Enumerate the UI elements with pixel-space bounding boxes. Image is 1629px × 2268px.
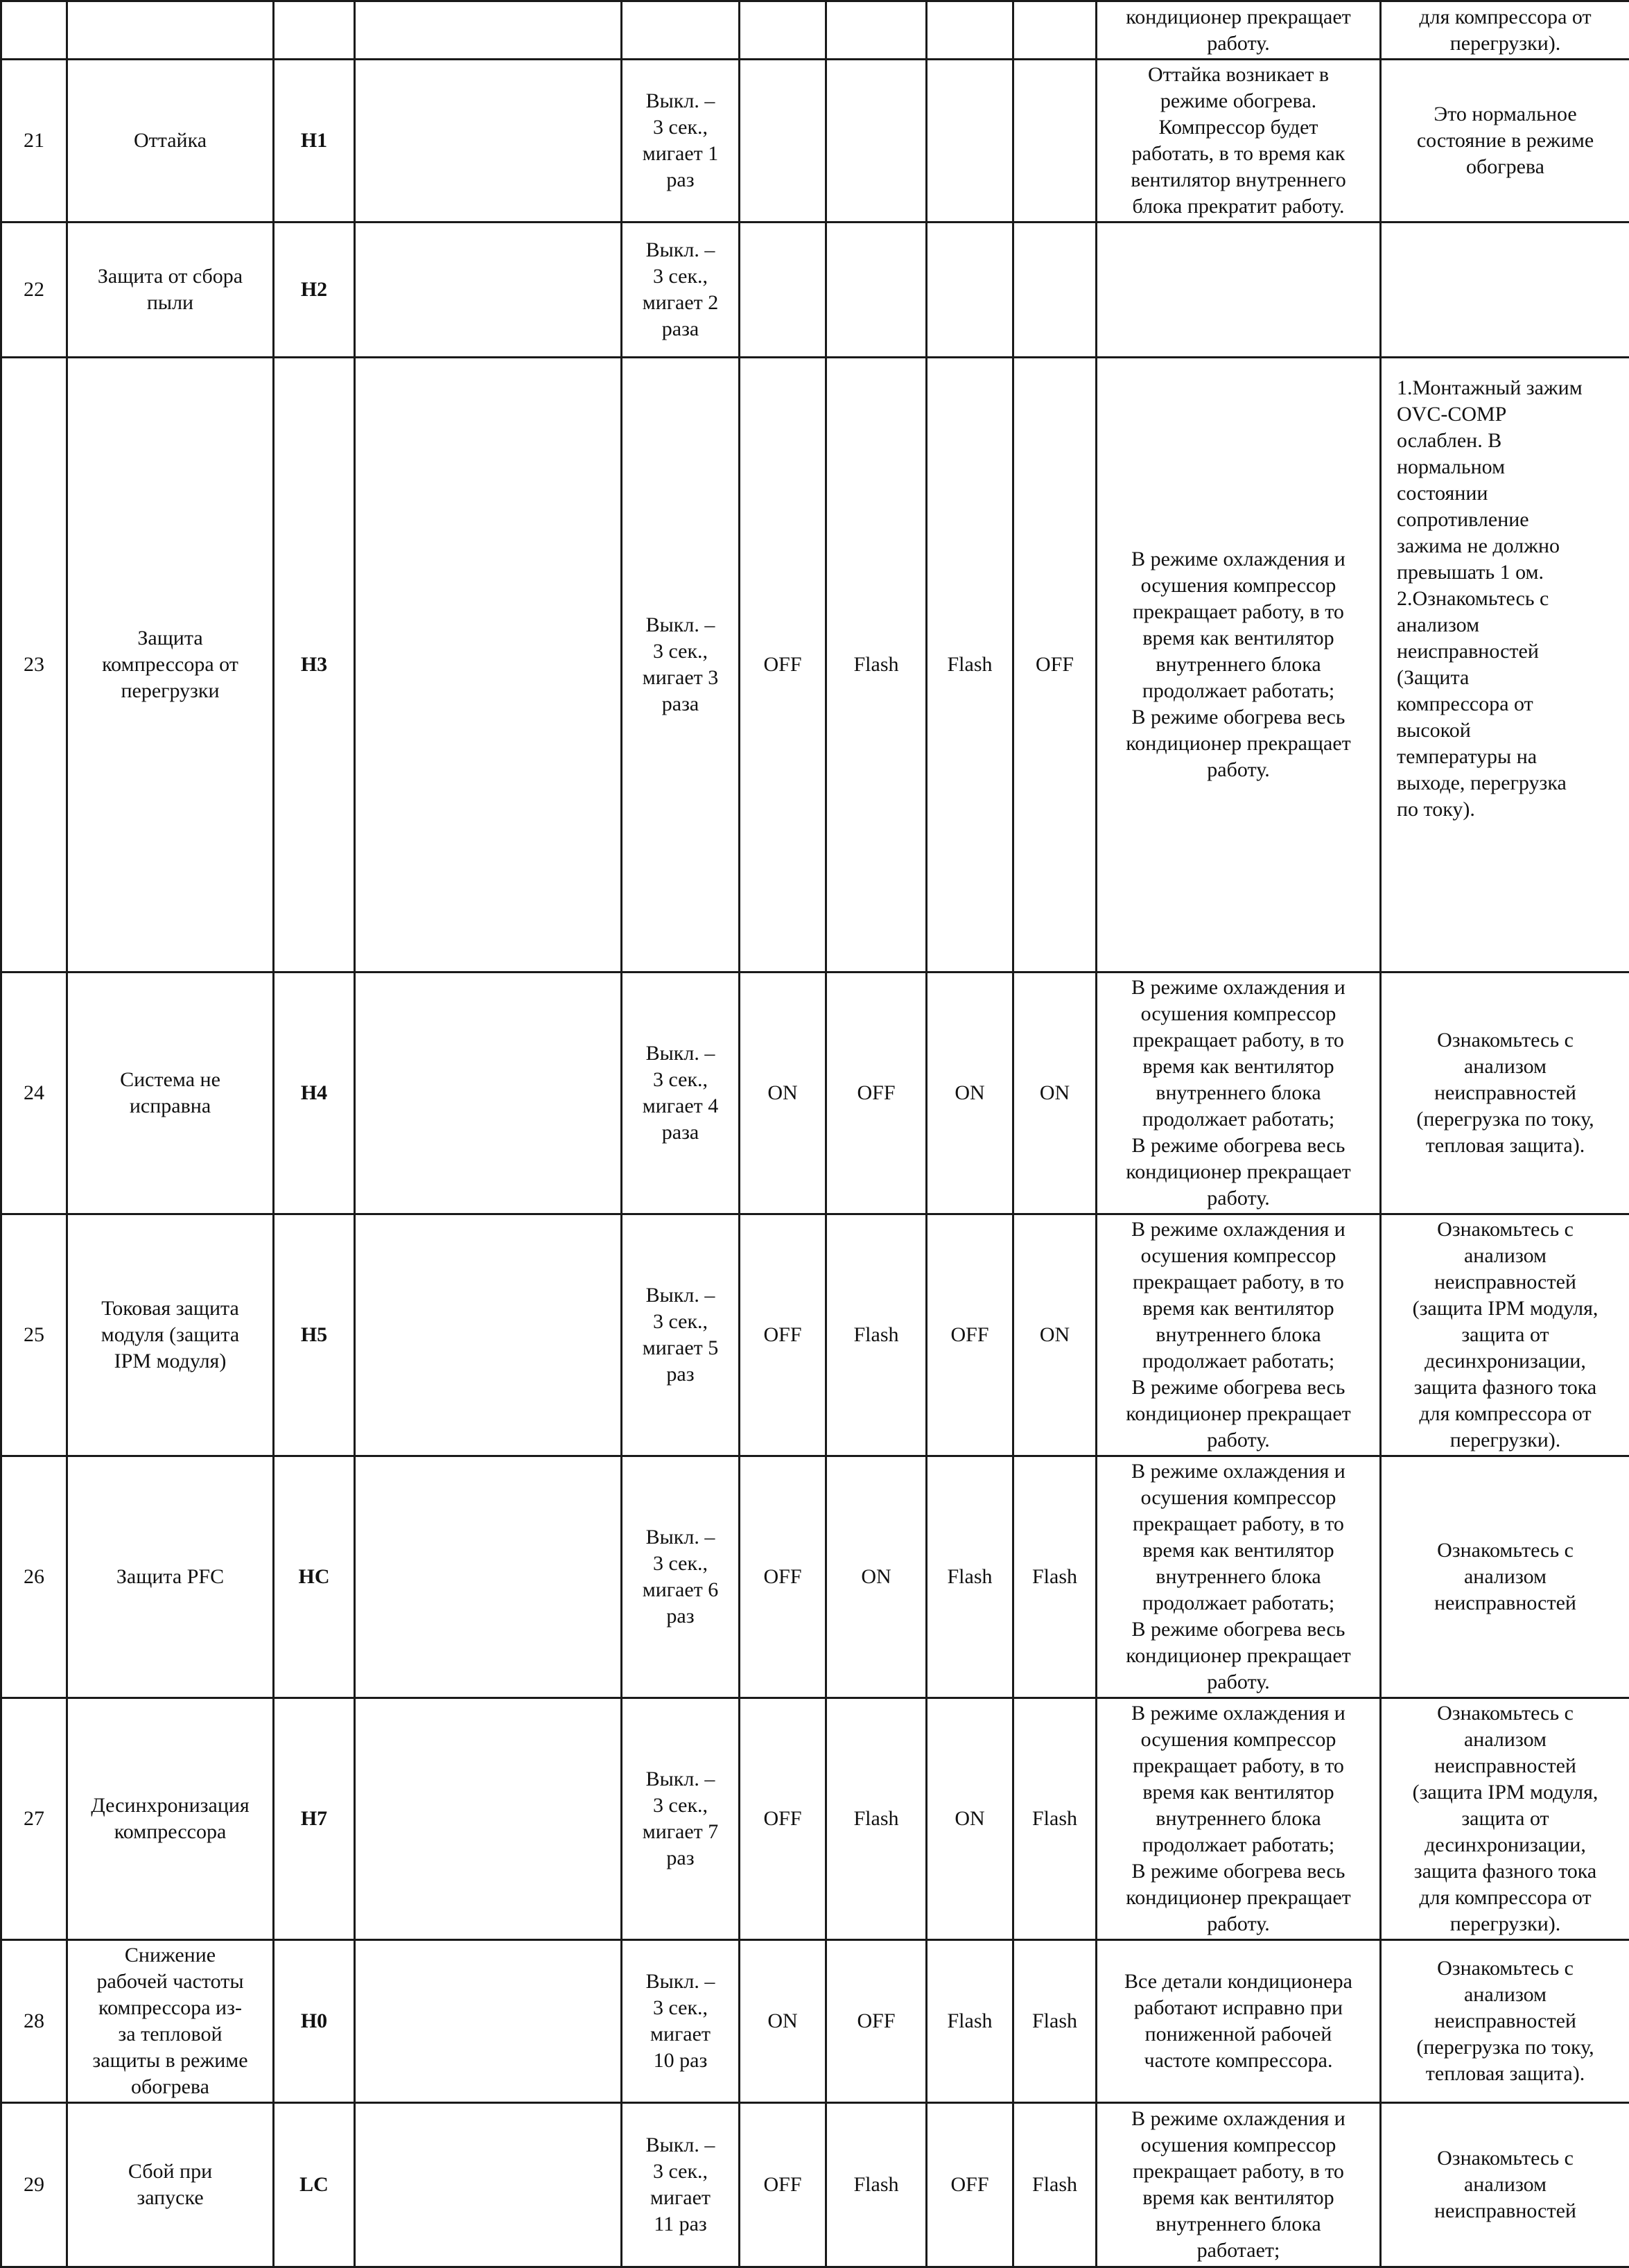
cell-solution: Это нормальное состояние в режиме обогрева (1381, 60, 1629, 223)
cell-number: 24 (1, 972, 67, 1214)
cell-led-3: ON (927, 972, 1013, 1214)
table-body (1, 1, 1629, 2267)
cell-blank (355, 60, 622, 223)
table-row (1, 2103, 1629, 2267)
cell-solution: Ознакомьтесь с анализом неисправностей (защита IPM модуля, защита от десинхронизации, защита фазного тока для компрессора от перегрузки). (1381, 1214, 1629, 1456)
cell-unit-state: кондиционер прекращает работу. (1097, 1, 1381, 60)
cell-led-4: ON (1013, 1214, 1097, 1456)
cell-led-1 (740, 223, 826, 358)
cell-indicator-pattern: Выкл. – 3 сек., мигает 11 раз (622, 2103, 740, 2267)
cell-led-3: ON (927, 1698, 1013, 1940)
cell-error-code: H1 (274, 60, 355, 223)
cell-number: 28 (1, 1940, 67, 2103)
table-row (1, 1214, 1629, 1456)
cell-led-2: ON (826, 1456, 927, 1698)
cell-led-1: ON (740, 972, 826, 1214)
cell-led-1: OFF (740, 1456, 826, 1698)
cell-fault-name (67, 1, 274, 60)
cell-solution: Ознакомьтесь с анализом неисправностей (1381, 1456, 1629, 1698)
cell-error-code (274, 1, 355, 60)
cell-led-2: Flash (826, 1214, 927, 1456)
cell-solution: Ознакомьтесь с анализом неисправностей (перегрузка по току, тепловая защита). (1381, 1940, 1629, 2103)
cell-number: 25 (1, 1214, 67, 1456)
cell-led-4 (1013, 1, 1097, 60)
cell-error-code: H7 (274, 1698, 355, 1940)
cell-error-code: LC (274, 2103, 355, 2267)
cell-blank (355, 972, 622, 1214)
cell-led-1 (740, 1, 826, 60)
cell-blank (355, 2103, 622, 2267)
cell-led-3 (927, 60, 1013, 223)
cell-number: 27 (1, 1698, 67, 1940)
cell-solution: Ознакомьтесь с анализом неисправностей (перегрузка по току, тепловая защита). (1381, 972, 1629, 1214)
table-row (1, 358, 1629, 972)
cell-led-2: Flash (826, 1698, 927, 1940)
cell-led-3: OFF (927, 1214, 1013, 1456)
cell-indicator-pattern: Выкл. – 3 сек., мигает 3 раза (622, 358, 740, 972)
cell-unit-state (1097, 223, 1381, 358)
cell-led-1: OFF (740, 358, 826, 972)
cell-fault-name: Оттайка (67, 60, 274, 223)
cell-led-2: OFF (826, 1940, 927, 2103)
cell-fault-name: Защита PFC (67, 1456, 274, 1698)
cell-indicator-pattern (622, 1, 740, 60)
cell-indicator-pattern: Выкл. – 3 сек., мигает 10 раз (622, 1940, 740, 2103)
cell-error-code: H5 (274, 1214, 355, 1456)
cell-error-code: H4 (274, 972, 355, 1214)
cell-number (1, 1, 67, 60)
cell-unit-state: В режиме охлаждения и осушения компрессор прекращает работу, в то время как вентилятор внутреннего блока продолжает работать; В режиме обогрева весь кондиционер прекращает работу. (1097, 972, 1381, 1214)
cell-indicator-pattern: Выкл. – 3 сек., мигает 6 раз (622, 1456, 740, 1698)
cell-led-4: Flash (1013, 1698, 1097, 1940)
cell-led-1: OFF (740, 1214, 826, 1456)
cell-led-4 (1013, 60, 1097, 223)
cell-led-1 (740, 60, 826, 223)
table-row (1, 1, 1629, 60)
cell-fault-name: Сбой при запуске (67, 2103, 274, 2267)
cell-error-code: H0 (274, 1940, 355, 2103)
table-row (1, 1940, 1629, 2103)
cell-led-3: Flash (927, 358, 1013, 972)
cell-led-4: OFF (1013, 358, 1097, 972)
cell-led-4 (1013, 223, 1097, 358)
cell-fault-name: Токовая защита модуля (защита IPM модуля) (67, 1214, 274, 1456)
cell-indicator-pattern: Выкл. – 3 сек., мигает 4 раза (622, 972, 740, 1214)
cell-led-4: Flash (1013, 2103, 1097, 2267)
table-row (1, 223, 1629, 358)
cell-indicator-pattern: Выкл. – 3 сек., мигает 5 раз (622, 1214, 740, 1456)
cell-solution: Ознакомьтесь с анализом неисправностей (защита IPM модуля, защита от десинхронизации, защита фазного тока для компрессора от перегрузки). (1381, 1698, 1629, 1940)
cell-led-2 (826, 60, 927, 223)
cell-led-2 (826, 1, 927, 60)
cell-unit-state: В режиме охлаждения и осушения компрессор прекращает работу, в то время как вентилятор внутреннего блока продолжает работать; В режиме обогрева весь кондиционер прекращает работу. (1097, 358, 1381, 972)
cell-unit-state: Оттайка возникает в режиме обогрева. Компрессор будет работать, в то время как вентилятор внутреннего блока прекратит работу. (1097, 60, 1381, 223)
cell-number: 21 (1, 60, 67, 223)
cell-solution (1381, 223, 1629, 358)
cell-led-4: ON (1013, 972, 1097, 1214)
cell-fault-name: Защита от сбора пыли (67, 223, 274, 358)
table-row (1, 972, 1629, 1214)
cell-error-code: HC (274, 1456, 355, 1698)
cell-blank (355, 1698, 622, 1940)
cell-led-1: OFF (740, 1698, 826, 1940)
cell-indicator-pattern: Выкл. – 3 сек., мигает 1 раз (622, 60, 740, 223)
cell-blank (355, 223, 622, 358)
cell-led-2: Flash (826, 358, 927, 972)
cell-number: 22 (1, 223, 67, 358)
cell-number: 26 (1, 1456, 67, 1698)
cell-led-2 (826, 223, 927, 358)
cell-number: 29 (1, 2103, 67, 2267)
cell-blank (355, 1214, 622, 1456)
cell-blank (355, 1, 622, 60)
cell-fault-name: Система не исправна (67, 972, 274, 1214)
cell-fault-name: Десинхронизация компрессора (67, 1698, 274, 1940)
cell-led-3 (927, 223, 1013, 358)
cell-led-4: Flash (1013, 1456, 1097, 1698)
cell-blank (355, 1940, 622, 2103)
cell-led-3 (927, 1, 1013, 60)
table-row (1, 1698, 1629, 1940)
cell-unit-state: Все детали кондиционера работают исправно при пониженной рабочей частоте компрессора. (1097, 1940, 1381, 2103)
cell-solution: Ознакомьтесь с анализом неисправностей (1381, 2103, 1629, 2267)
cell-indicator-pattern: Выкл. – 3 сек., мигает 7 раз (622, 1698, 740, 1940)
cell-solution: 1.Монтажный зажим OVC-COMP ослаблен. В нормальном состоянии сопротивление зажима не должно превышать 1 ом. 2.Ознакомьтесь с анализом неисправностей (Защита компрессора от высокой температуры на выходе, перегрузка по току). (1381, 358, 1629, 972)
cell-indicator-pattern: Выкл. – 3 сек., мигает 2 раза (622, 223, 740, 358)
cell-error-code: H3 (274, 358, 355, 972)
cell-led-2: OFF (826, 972, 927, 1214)
cell-fault-name: Защита компрессора от перегрузки (67, 358, 274, 972)
cell-number: 23 (1, 358, 67, 972)
cell-solution: для компрессора от перегрузки). (1381, 1, 1629, 60)
cell-led-3: Flash (927, 1456, 1013, 1698)
cell-led-3: OFF (927, 2103, 1013, 2267)
cell-unit-state: В режиме охлаждения и осушения компрессор прекращает работу, в то время как вентилятор внутреннего блока продолжает работать; В режиме обогрева весь кондиционер прекращает работу. (1097, 1456, 1381, 1698)
cell-unit-state: В режиме охлаждения и осушения компрессор прекращает работу, в то время как вентилятор внутреннего блока продолжает работать; В режиме обогрева весь кондиционер прекращает работу. (1097, 1698, 1381, 1940)
cell-blank (355, 1456, 622, 1698)
cell-unit-state: В режиме охлаждения и осушения компрессор прекращает работу, в то время как вентилятор внутреннего блока продолжает работать; В режиме обогрева весь кондиционер прекращает работу. (1097, 1214, 1381, 1456)
table-row (1, 60, 1629, 223)
cell-led-4: Flash (1013, 1940, 1097, 2103)
cell-led-1: OFF (740, 2103, 826, 2267)
table-row (1, 1456, 1629, 1698)
cell-unit-state: В режиме охлаждения и осушения компрессор прекращает работу, в то время как вентилятор внутреннего блока работает; (1097, 2103, 1381, 2267)
cell-led-3: Flash (927, 1940, 1013, 2103)
cell-led-1: ON (740, 1940, 826, 2103)
cell-fault-name: Снижение рабочей частоты компрессора из- за тепловой защиты в режиме обогрева (67, 1940, 274, 2103)
cell-led-2: Flash (826, 2103, 927, 2267)
cell-blank (355, 358, 622, 972)
cell-error-code: H2 (274, 223, 355, 358)
